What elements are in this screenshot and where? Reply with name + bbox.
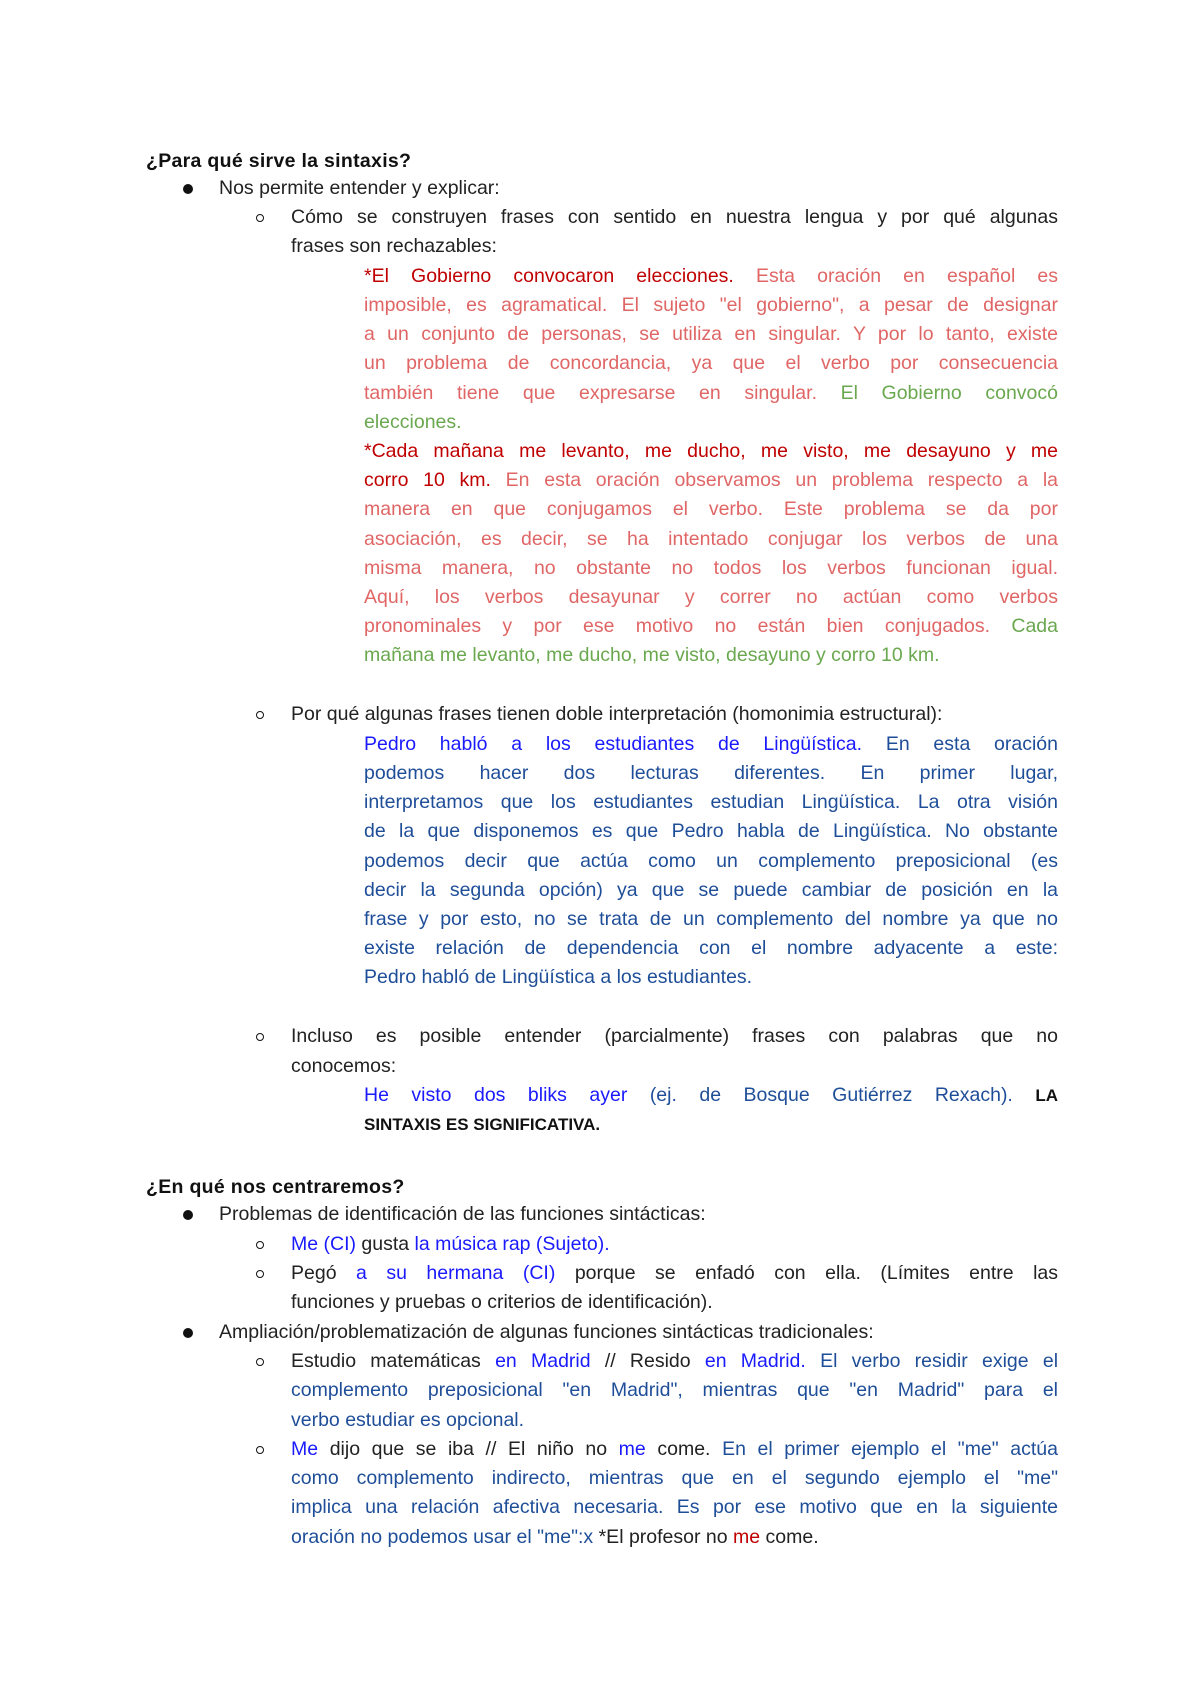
ex2-ungrammatical-end: corro 10 km. <box>364 469 491 491</box>
ex2-line4: asociación, es decir, se ha intentado conjugar los verbos de una <box>364 528 1058 550</box>
ex1-correct-sentence: El Gobierno convocó <box>840 382 1058 404</box>
ex2-correct-start: Cada <box>1011 615 1058 637</box>
sub4-line4-example: *El profesor no <box>598 1526 728 1548</box>
sub3-part5: El verbo residir exige el <box>820 1350 1059 1372</box>
bullet-dot <box>183 184 193 194</box>
sub3-line1 <box>291 1352 1058 1372</box>
item2-line1: Por qué algunas frases tienen doble interpretación (homonimia estructural): <box>291 703 943 725</box>
ex1-line5 <box>364 384 1058 404</box>
ex1-line3: a un conjunto de personas, se utiliza en singular. Y por lo tanto, existe <box>364 323 1058 345</box>
item2-ex-line3: interpretamos que los estudiantes estudian Lingüística. La otra visión <box>364 791 1058 813</box>
item2-ex-line2: podemos hacer dos lecturas diferentes. En primer lugar, <box>364 762 1058 784</box>
bullet-dot <box>183 1328 193 1338</box>
section2-bullet1: Problemas de identificación de las funciones sintácticas: <box>219 1203 706 1225</box>
bullet-circle <box>256 1241 264 1249</box>
sub4-line4-explanation: oración no podemos usar el "me":x <box>291 1526 594 1548</box>
item3-ex-line1 <box>364 1086 1058 1106</box>
item2-ex-line4: de la que disponemos es que Pedro habla de Lingüística. No obstante <box>364 820 1058 842</box>
bullet-dot <box>183 1210 193 1220</box>
bullet-circle <box>256 1358 264 1366</box>
sub3-part4: en Madrid. <box>704 1350 806 1372</box>
sub3-part2: en Madrid <box>495 1350 591 1372</box>
ex2-line7 <box>364 617 1058 637</box>
sub4-part1: Me <box>291 1438 319 1460</box>
section-heading-focus: ¿En qué nos centraremos? <box>146 1176 405 1198</box>
ex2-line6: Aquí, los verbos desayunar y correr no actúan como verbos <box>364 586 1058 608</box>
item3-line1: Incluso es posible entender (parcialmente) frases con palabras que no <box>291 1025 1058 1047</box>
sub4-line1 <box>291 1440 1058 1460</box>
sub4-part3: me <box>618 1438 646 1460</box>
ex2-line2 <box>364 471 1058 491</box>
sub1-subject: la música rap (Sujeto). <box>414 1233 610 1255</box>
ex1-explanation-end: también tiene que expresarse en singular. <box>364 382 817 404</box>
bullet-circle <box>256 1270 264 1278</box>
ex1-line6: elecciones. <box>364 411 462 433</box>
item3-example-sentence: He visto dos bliks ayer <box>364 1084 628 1106</box>
item2-ex-line6: decir la segunda opción) ya que se puede cambiar de posición en la <box>364 879 1058 901</box>
sub1-verb: gusta <box>361 1233 410 1255</box>
item2-explanation-start: En esta oración <box>885 733 1058 755</box>
sub3-part1: Estudio matemáticas <box>291 1350 481 1372</box>
item3-conclusion-end: SINTAXIS ES SIGNIFICATIVA. <box>364 1115 601 1134</box>
bullet-circle <box>256 214 264 222</box>
item3-citation: (ej. de Bosque Gutiérrez Rexach). <box>649 1084 1013 1106</box>
sub1-indirect-object: Me (CI) <box>291 1233 356 1255</box>
item2-ex-line9: Pedro habló de Lingüística a los estudiantes. <box>364 966 753 988</box>
sub1-line <box>291 1235 610 1255</box>
sub2-line2: funciones y pruebas o criterios de identificación). <box>291 1291 713 1313</box>
ex1-line2: imposible, es agramatical. El sujeto "el gobierno", a pesar de designar <box>364 294 1058 316</box>
bullet-circle <box>256 711 264 719</box>
sub2-verb: Pegó <box>291 1262 337 1284</box>
item3-line2: conocemos: <box>291 1055 397 1077</box>
bullet-circle <box>256 1446 264 1454</box>
item1-line2: frases son rechazables: <box>291 235 497 257</box>
list-item-intro: Nos permite entender y explicar: <box>219 177 500 199</box>
ex1-line1 <box>364 267 1058 287</box>
item2-example-sentence: Pedro habló a los estudiantes de Lingüística. <box>364 733 863 755</box>
sub4-part2: dijo que se iba // El niño no <box>329 1438 608 1460</box>
section2-bullet2: Ampliación/problematización de algunas funciones sintácticas tradicionales: <box>219 1321 874 1343</box>
sub3-line2: complemento preposicional "en Madrid", mientras que "en Madrid" para el <box>291 1379 1058 1401</box>
section-heading-syntax-purpose: ¿Para qué sirve la sintaxis? <box>146 150 412 172</box>
sub4-part4: come. <box>657 1438 711 1460</box>
ex2-explanation-end: pronominales y por ese motivo no están bien conjugados. <box>364 615 991 637</box>
sub2-line1 <box>291 1264 1058 1284</box>
bullet-circle <box>256 1033 264 1041</box>
sub4-line3: implica una relación afectiva necesaria. Es por ese motivo que en la siguiente <box>291 1496 1058 1518</box>
item1-line1: Cómo se construyen frases con sentido en nuestra lengua y por qué algunas <box>291 206 1058 228</box>
sub2-rest: porque se enfadó con ella. (Límites entre las <box>574 1262 1059 1284</box>
sub3-part3: // Resido <box>604 1350 691 1372</box>
sub4-line4 <box>291 1528 819 1548</box>
ex2-line1: *Cada mañana me levanto, me ducho, me visto, me desayuno y me <box>364 440 1058 462</box>
item2-ex-line1 <box>364 735 1058 755</box>
sub4-line2: como complemento indirecto, mientras que en el segundo ejemplo el "me" <box>291 1467 1058 1489</box>
sub2-indirect-object: a su hermana (CI) <box>356 1262 556 1284</box>
ex2-explanation-start: En esta oración observamos un problema respecto a la <box>505 469 1058 491</box>
ex2-line5: misma manera, no obstante no todos los verbos funcionan igual. <box>364 557 1058 579</box>
ex1-line4: un problema de concordancia, ya que el verbo por consecuencia <box>364 352 1058 374</box>
item2-ex-line8: existe relación de dependencia con el nombre adyacente a este: <box>364 937 1058 959</box>
sub3-line3: verbo estudiar es opcional. <box>291 1409 525 1431</box>
ex2-line3: manera en que conjugamos el verbo. Este problema se da por <box>364 498 1058 520</box>
ex1-explanation-start: Esta oración en español es <box>755 265 1058 287</box>
item2-ex-line7: frase y por esto, no se trata de un complemento del nombre ya que no <box>364 908 1058 930</box>
sub4-line4-end: come. <box>765 1526 819 1548</box>
sub4-part5: En el primer ejemplo el "me" actúa <box>722 1438 1058 1460</box>
sub4-line4-me: me <box>733 1526 761 1548</box>
ex2-line8: mañana me levanto, me ducho, me visto, desayuno y corro 10 km. <box>364 644 940 666</box>
item2-ex-line5: podemos decir que actúa como un complemento preposicional (es <box>364 850 1058 872</box>
ex1-ungrammatical-sentence: *El Gobierno convocaron elecciones. <box>364 265 734 287</box>
item3-conclusion-start: LA <box>1035 1086 1059 1105</box>
